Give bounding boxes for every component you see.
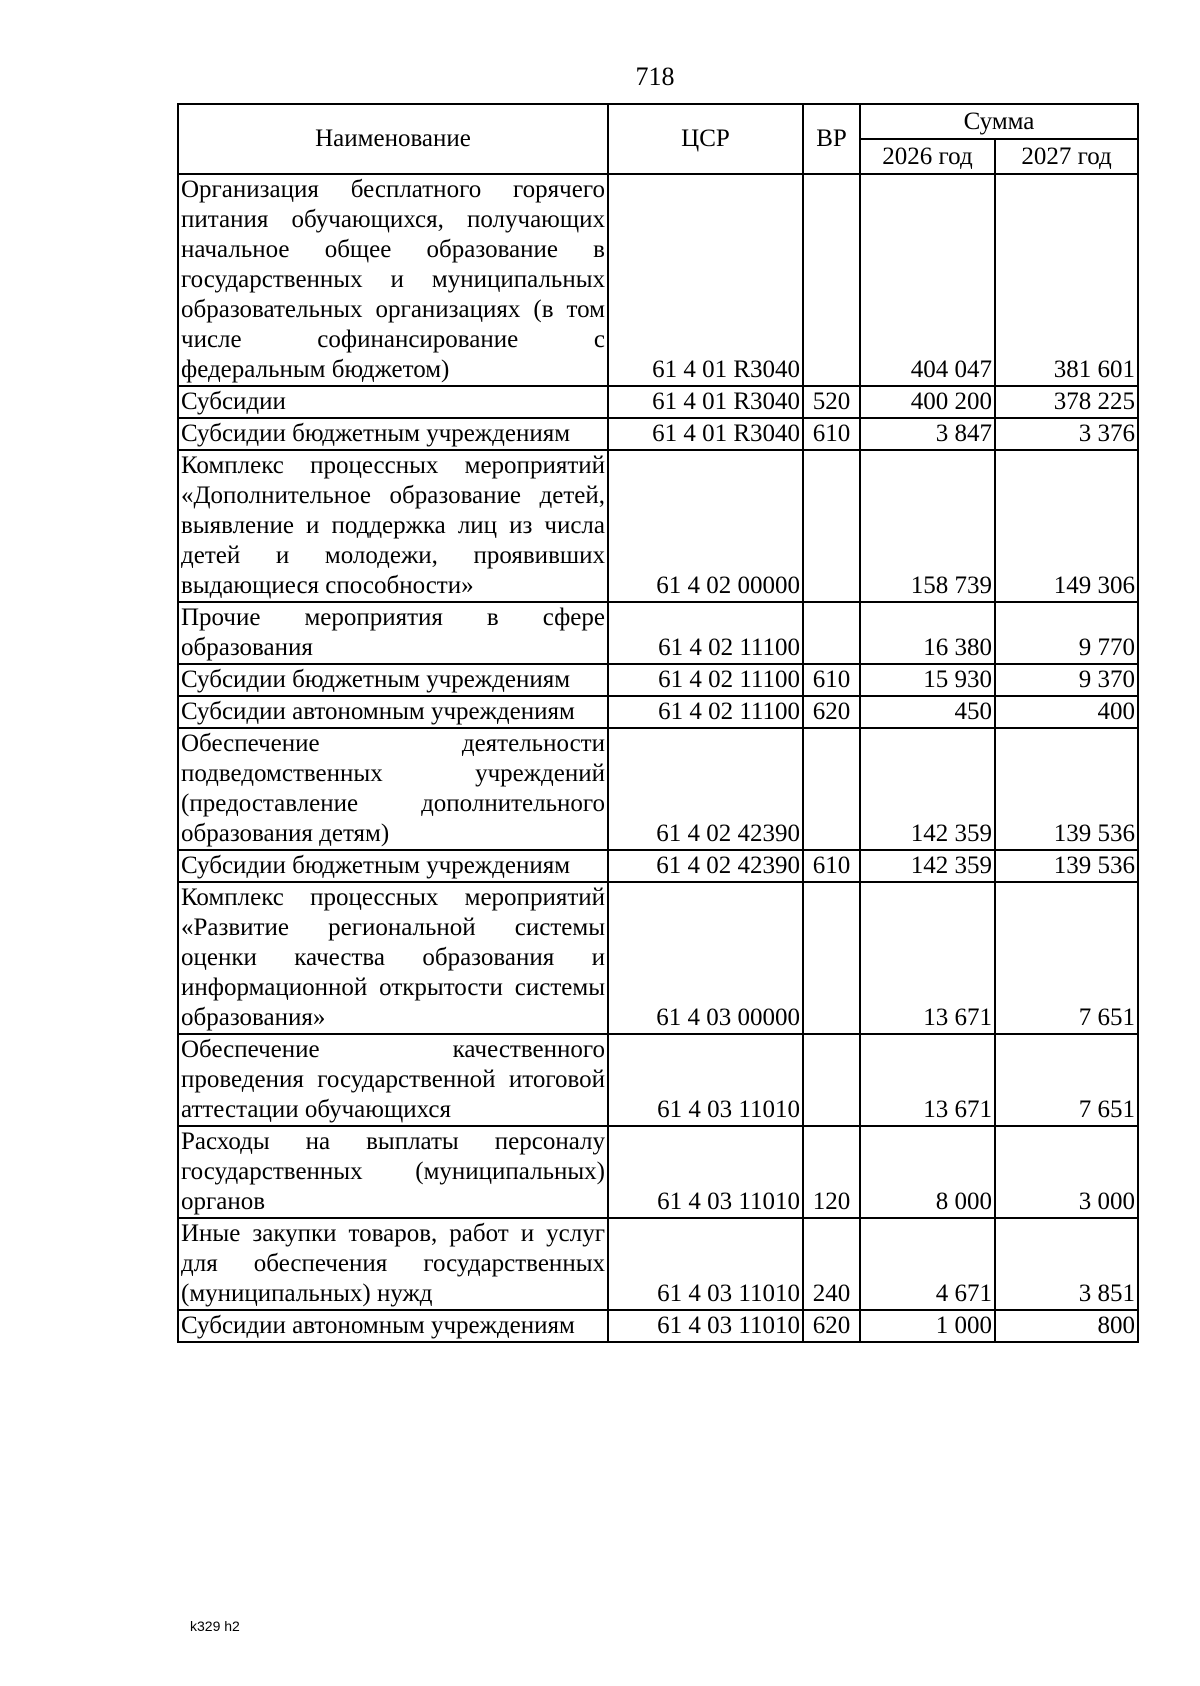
row-vr: 620 (803, 1310, 860, 1342)
header-year-2027: 2027 год (995, 139, 1138, 174)
row-sum-2027: 3 376 (995, 418, 1138, 450)
row-sum-2027: 139 536 (995, 728, 1138, 850)
row-name: Обеспечение деятельности подведомственных учреждений (предоставление дополнительного образования детям) (178, 728, 608, 850)
row-sum-2027: 3 000 (995, 1126, 1138, 1218)
row-sum-2026: 3 847 (860, 418, 995, 450)
row-name: Комплекс процессных мероприятий «Дополнительное образование детей, выявление и поддержка лиц из числа детей и молодежи, проявивших выдающиеся способности» (178, 450, 608, 602)
table-row (178, 418, 1138, 450)
row-sum-2026: 1 000 (860, 1310, 995, 1342)
row-csr: 61 4 02 42390 (608, 728, 803, 850)
row-csr: 61 4 02 11100 (608, 696, 803, 728)
row-sum-2027: 3 851 (995, 1218, 1138, 1310)
row-csr: 61 4 02 42390 (608, 850, 803, 882)
row-sum-2026: 13 671 (860, 1034, 995, 1126)
budget-table (177, 103, 1139, 1343)
table-row (178, 1034, 1138, 1126)
row-vr (803, 728, 860, 850)
header-vr: ВР (803, 104, 860, 174)
header-csr: ЦСР (608, 104, 803, 174)
row-sum-2026: 13 671 (860, 882, 995, 1034)
row-sum-2027: 378 225 (995, 386, 1138, 418)
table-row (178, 1218, 1138, 1310)
row-sum-2026: 400 200 (860, 386, 995, 418)
footer-code: k329 h2 (190, 1618, 240, 1634)
row-name: Расходы на выплаты персоналу государственных (муниципальных) органов (178, 1126, 608, 1218)
row-vr: 120 (803, 1126, 860, 1218)
row-csr: 61 4 02 00000 (608, 450, 803, 602)
row-sum-2026: 4 671 (860, 1218, 995, 1310)
table-row (178, 1126, 1138, 1218)
header-name: Наименование (178, 104, 608, 174)
table-row (178, 602, 1138, 664)
table-header (178, 104, 1138, 174)
row-sum-2027: 149 306 (995, 450, 1138, 602)
row-name: Субсидии бюджетным учреждениям (178, 418, 608, 450)
row-vr (803, 450, 860, 602)
table-row (178, 1310, 1138, 1342)
table-row (178, 850, 1138, 882)
row-csr: 61 4 03 11010 (608, 1034, 803, 1126)
row-csr: 61 4 03 11010 (608, 1310, 803, 1342)
table-row (178, 450, 1138, 602)
row-vr (803, 1034, 860, 1126)
table-row (178, 696, 1138, 728)
row-vr (803, 882, 860, 1034)
row-vr (803, 602, 860, 664)
row-csr: 61 4 03 11010 (608, 1218, 803, 1310)
row-name: Организация бесплатного горячего питания обучающихся, получающих начальное общее образование в государственных и муниципальных образовательных организациях (в том числе софинансирование с федеральным бюджетом) (178, 174, 608, 386)
row-csr: 61 4 02 11100 (608, 664, 803, 696)
row-csr: 61 4 01 R3040 (608, 418, 803, 450)
row-sum-2027: 800 (995, 1310, 1138, 1342)
row-name: Субсидии бюджетным учреждениям (178, 850, 608, 882)
header-year-2026: 2026 год (860, 139, 995, 174)
row-sum-2027: 139 536 (995, 850, 1138, 882)
row-name: Иные закупки товаров, работ и услуг для обеспечения государственных (муниципальных) нужд (178, 1218, 608, 1310)
row-csr: 61 4 01 R3040 (608, 386, 803, 418)
table-body (178, 174, 1138, 1342)
page-number: 718 (635, 62, 675, 91)
header-sum: Сумма (860, 104, 1138, 139)
row-name: Обеспечение качественного проведения государственной итоговой аттестации обучающихся (178, 1034, 608, 1126)
row-sum-2026: 142 359 (860, 850, 995, 882)
row-sum-2027: 7 651 (995, 882, 1138, 1034)
row-sum-2026: 16 380 (860, 602, 995, 664)
row-name: Субсидии (178, 386, 608, 418)
table-row (178, 174, 1138, 386)
row-sum-2027: 9 770 (995, 602, 1138, 664)
row-sum-2026: 158 739 (860, 450, 995, 602)
row-sum-2027: 9 370 (995, 664, 1138, 696)
table-row (178, 728, 1138, 850)
row-sum-2026: 8 000 (860, 1126, 995, 1218)
row-name: Субсидии автономным учреждениям (178, 1310, 608, 1342)
row-vr: 240 (803, 1218, 860, 1310)
row-sum-2026: 15 930 (860, 664, 995, 696)
row-sum-2026: 450 (860, 696, 995, 728)
row-name: Прочие мероприятия в сфере образования (178, 602, 608, 664)
row-name: Субсидии бюджетным учреждениям (178, 664, 608, 696)
row-vr: 610 (803, 850, 860, 882)
row-name: Субсидии автономным учреждениям (178, 696, 608, 728)
row-csr: 61 4 03 00000 (608, 882, 803, 1034)
row-vr: 610 (803, 664, 860, 696)
row-sum-2026: 404 047 (860, 174, 995, 386)
row-csr: 61 4 02 11100 (608, 602, 803, 664)
row-sum-2027: 400 (995, 696, 1138, 728)
row-sum-2026: 142 359 (860, 728, 995, 850)
row-vr (803, 174, 860, 386)
row-csr: 61 4 01 R3040 (608, 174, 803, 386)
row-vr: 610 (803, 418, 860, 450)
table-row (178, 882, 1138, 1034)
row-vr: 620 (803, 696, 860, 728)
row-sum-2027: 7 651 (995, 1034, 1138, 1126)
table-row (178, 664, 1138, 696)
row-sum-2027: 381 601 (995, 174, 1138, 386)
row-name: Комплекс процессных мероприятий «Развитие региональной системы оценки качества образования и информационной открытости системы образования» (178, 882, 608, 1034)
table-row (178, 386, 1138, 418)
row-csr: 61 4 03 11010 (608, 1126, 803, 1218)
row-vr: 520 (803, 386, 860, 418)
